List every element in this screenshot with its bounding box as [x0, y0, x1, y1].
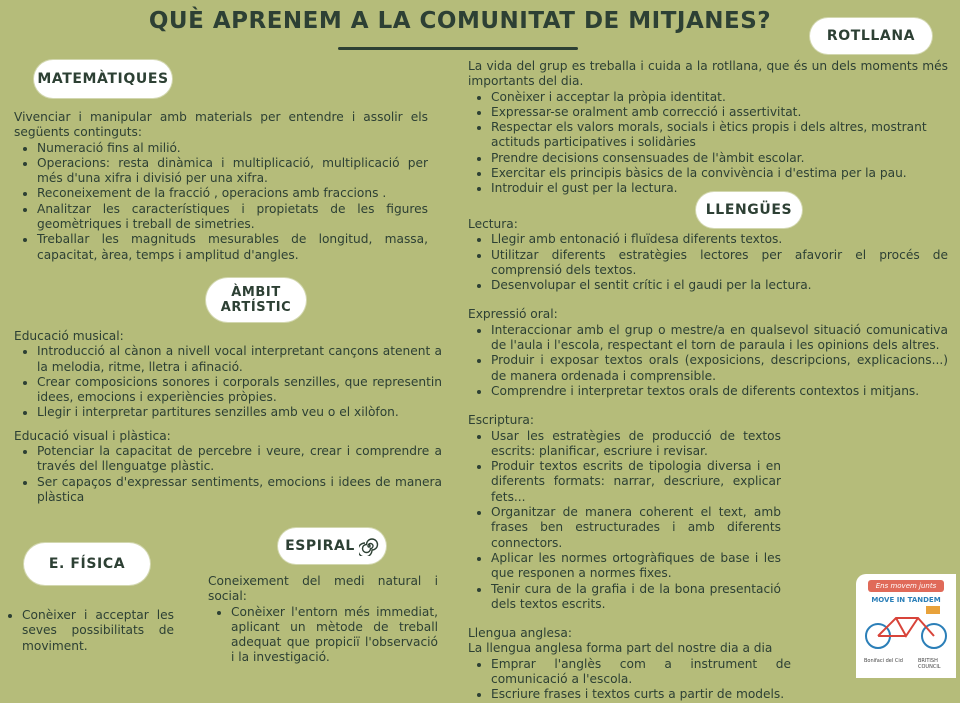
- espiral-list: [208, 605, 438, 666]
- list-item: • Crear composicions sonores i corporals senzilles, que representin idees, emocions i experiències pròpies.: [37, 375, 442, 406]
- oral-list: [468, 323, 948, 399]
- list-item: • Treballar les magnituds mesurables de longitud, massa, capacitat, àrea, temps i amplitud d'angles.: [37, 232, 428, 263]
- list-item: • Llegir i interpretar partitures senzilles amb veu o el xilòfon.: [37, 405, 442, 420]
- escriptura-list: [468, 429, 781, 613]
- rotllana-list: [468, 90, 948, 197]
- list-item: • Potenciar la capacitat de percebre i veure, crear i comprendre a través del llenguatge plàstic.: [37, 444, 442, 475]
- escriptura-heading: Escriptura:: [468, 413, 534, 428]
- anglesa-heading: Llengua anglesa:: [468, 626, 572, 641]
- visual-list: [14, 444, 442, 505]
- anglesa-intro: La llengua anglesa forma part del nostre dia a dia: [468, 641, 773, 656]
- fisica-badge: [24, 543, 150, 585]
- rotllana-intro: La vida del grup es treballa i cuida a la rotllana, que és un dels moments més importants del dia.: [468, 59, 948, 89]
- list-item: • Tenir cura de la grafia i de la bona presentació dels textos escrits.: [491, 582, 781, 613]
- list-item: • Organitzar de manera coherent el text, amb frases ben estructurades i amb diferents connectors.: [491, 505, 781, 551]
- matematiques-intro: Vivenciar i manipular amb materials per entendre i assolir els següents continguts:: [14, 110, 428, 140]
- list-item: • Exercitar els principis bàsics de la convivència i d'estima per la pau.: [491, 166, 948, 181]
- oral-heading: Expressió oral:: [468, 307, 558, 322]
- list-item: • Llegir amb entonació i fluïdesa diferents textos.: [491, 232, 948, 247]
- list-item: • Analitzar les característiques i propietats de les figures geomètriques i treball de simetries.: [37, 202, 428, 233]
- musical-heading: Educació musical:: [14, 329, 124, 343]
- list-item: • Expressar-se oralment amb correcció i assertivitat.: [491, 105, 948, 120]
- list-item: • Reconeixement de la fracció , operacions amb fraccions .: [37, 186, 428, 201]
- list-item: • Interaccionar amb el grup o mestre/a en qualsevol situació comunicativa de l'aula i l'escola, respectant el torn de paraula i les opinions dels altres.: [491, 323, 948, 354]
- list-item: • Conèixer i acceptar la pròpia identitat.: [491, 90, 948, 105]
- page-title: QUÈ APRENEM A LA COMUNITAT DE MITJANES?: [148, 8, 772, 34]
- list-item: • Aplicar les normes ortogràfiques de base i les que responen a normes fixes.: [491, 551, 781, 582]
- list-item: • Utilitzar diferents estratègies lectores per afavorir el procés de comprensió dels textos.: [491, 248, 948, 279]
- tandem-bicycle-icon: [856, 604, 956, 654]
- list-item: • Emprar l'anglès com a instrument de comunicació a l'escola.: [491, 657, 791, 688]
- list-item: • Introduir el gust per la lectura.: [491, 181, 948, 196]
- list-item: • Escriure frases i textos curts a partir de models.: [491, 687, 791, 702]
- logo-school: Bonifaci del Cid: [864, 658, 903, 664]
- list-item: • Ser capaços d'expressar sentiments, emocions i idees de manera plàstica: [37, 475, 442, 506]
- list-item: • Operacions: resta dinàmica i multiplicació, multiplicació per més d'una xifra i divisió per una xifra.: [37, 156, 428, 187]
- logo-tandem-text: MOVE IN TANDEM: [871, 596, 941, 604]
- anglesa-list: [468, 657, 791, 703]
- list-item: • Introducció al cànon a nivell vocal interpretant cançons atenent a la melodia, ritme, lletra i afinació.: [37, 344, 442, 375]
- logo-council: BRITISH COUNCIL: [918, 658, 941, 670]
- artistic-section: [14, 329, 442, 505]
- list-item: • Prendre decisions consensuades de l'àmbit escolar.: [491, 151, 948, 166]
- artistic-badge-line2: ARTÍSTIC: [220, 300, 292, 315]
- rotllana-badge: [810, 18, 932, 54]
- list-item: • Produir i exposar textos orals (exposicions, descripcions, explicacions...) de manera ordenada i comprensible.: [491, 353, 948, 384]
- list-item: • Respectar els valors morals, socials i ètics propis i dels altres, mostrant actituds participatives i solidàries: [491, 120, 948, 151]
- espiral-heading: Coneixement del medi natural i social:: [208, 574, 438, 604]
- matematiques-badge-label: MATEMÀTIQUES: [37, 71, 169, 87]
- list-item: • Numeració fins al milió.: [37, 141, 428, 156]
- rotllana-section: [468, 59, 948, 197]
- list-item: • Usar les estratègies de producció de textos escrits: planificar, escriure i revisar.: [491, 429, 781, 460]
- fisica-badge-label: E. FÍSICA: [48, 556, 126, 572]
- matematiques-list: [14, 141, 428, 263]
- lectura-list: [468, 232, 948, 293]
- rotllana-badge-label: ROTLLANA: [826, 28, 916, 44]
- artistic-badge-line1: ÀMBIT: [231, 285, 281, 300]
- espiral-section: [208, 574, 438, 666]
- visual-heading: Educació visual i plàstica:: [14, 428, 171, 443]
- fisica-list: [2, 608, 174, 654]
- list-item: • Produir textos escrits de tipologia diversa i en diferents formats: narrar, descriure, explicar fets...: [491, 459, 781, 505]
- list-item: • Comprendre i interpretar textos orals de diferents contextos i mitjans.: [491, 384, 948, 399]
- move-in-tandem-logo: [856, 574, 956, 678]
- matematiques-badge: [34, 60, 172, 98]
- artistic-badge: [206, 278, 306, 322]
- lectura-heading: Lectura:: [468, 217, 518, 231]
- logo-ribbon: Ens movem junts: [868, 580, 944, 592]
- espiral-badge-label: ESPIRAL: [285, 538, 355, 554]
- list-item: • Conèixer l'entorn més immediat, aplicant un mètode de treball adequat que propiciï l'observació i la investigació.: [231, 605, 438, 666]
- title-underline: [338, 47, 578, 50]
- spiral-icon: [359, 536, 379, 556]
- matematiques-section: [14, 110, 428, 263]
- list-item: • Desenvolupar el sentit crític i el gaudi per la lectura.: [491, 278, 948, 293]
- musical-list: [14, 344, 442, 420]
- list-item: • Conèixer i acceptar les seves possibilitats de moviment.: [22, 608, 174, 654]
- llengues-badge-label: LLENGÜES: [705, 202, 793, 218]
- fisica-section: [2, 608, 174, 654]
- espiral-badge: [278, 528, 386, 564]
